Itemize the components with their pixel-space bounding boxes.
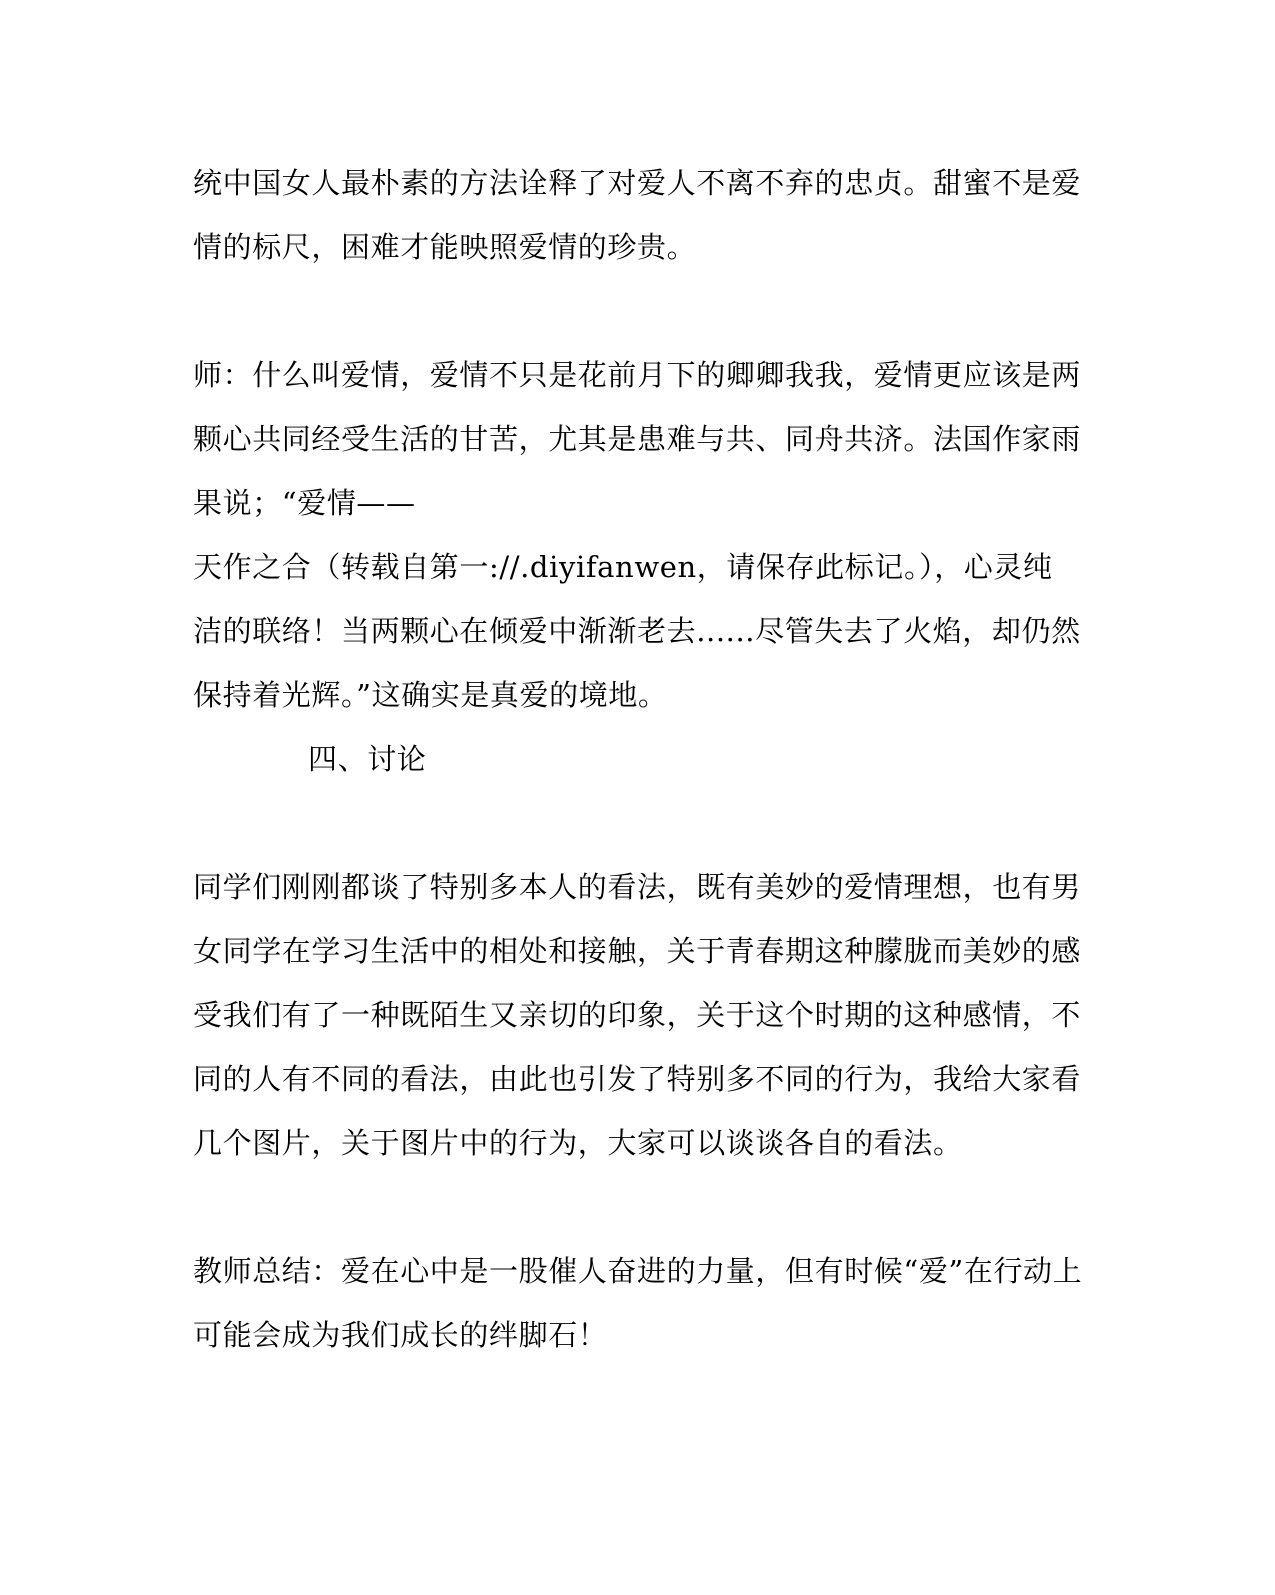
paragraph-4-line-1: 教师总结：爱在心中是一股催人奋进的力量，但有时候“爱”在行动上 (193, 1254, 1083, 1288)
paragraph-4-line-2: 可能会成为我们成长的绊脚石！ (193, 1318, 608, 1352)
paragraph-2-line-3: 果说；“爱情—— (193, 486, 416, 520)
paragraph-2-line-2: 颗心共同经受生活的甘苦，尤其是患难与共、同舟共济。法国作家雨 (193, 422, 1082, 456)
section-heading-discussion: 四、讨论 (308, 742, 427, 776)
paragraph-3-line-3: 受我们有了一种既陌生又亲切的印象，关于这个时期的这种感情，不 (193, 998, 1082, 1032)
paragraph-1-line-2: 情的标尺，困难才能映照爱情的珍贵。 (193, 230, 697, 264)
paragraph-3-line-4: 同的人有不同的看法，由此也引发了特别多不同的行为，我给大家看 (193, 1062, 1082, 1096)
paragraph-3-line-5: 几个图片，关于图片中的行为，大家可以谈谈各自的看法。 (193, 1126, 963, 1160)
paragraph-3-line-1: 同学们刚刚都谈了特别多本人的看法，既有美妙的爱情理想，也有男 (193, 870, 1082, 904)
paragraph-2-line-1: 师：什么叫爱情，爱情不只是花前月下的卿卿我我，爱情更应该是两 (193, 358, 1082, 392)
paragraph-2-line-4: 天作之合（转载自第一://.diyifanwen，请保存此标记。），心灵纯 (193, 550, 1053, 584)
paragraph-1-line-1: 统中国女人最朴素的方法诠释了对爱人不离不弃的忠贞。甜蜜不是爱 (193, 166, 1082, 200)
paragraph-2-line-5: 洁的联络！当两颗心在倾爱中渐渐老去......尽管失去了火焰，却仍然 (193, 614, 1081, 648)
paragraph-2-line-6: 保持着光辉。”这确实是真爱的境地。 (193, 678, 668, 712)
paragraph-3-line-2: 女同学在学习生活中的相处和接触，关于青春期这种朦胧而美妙的感 (193, 934, 1082, 968)
